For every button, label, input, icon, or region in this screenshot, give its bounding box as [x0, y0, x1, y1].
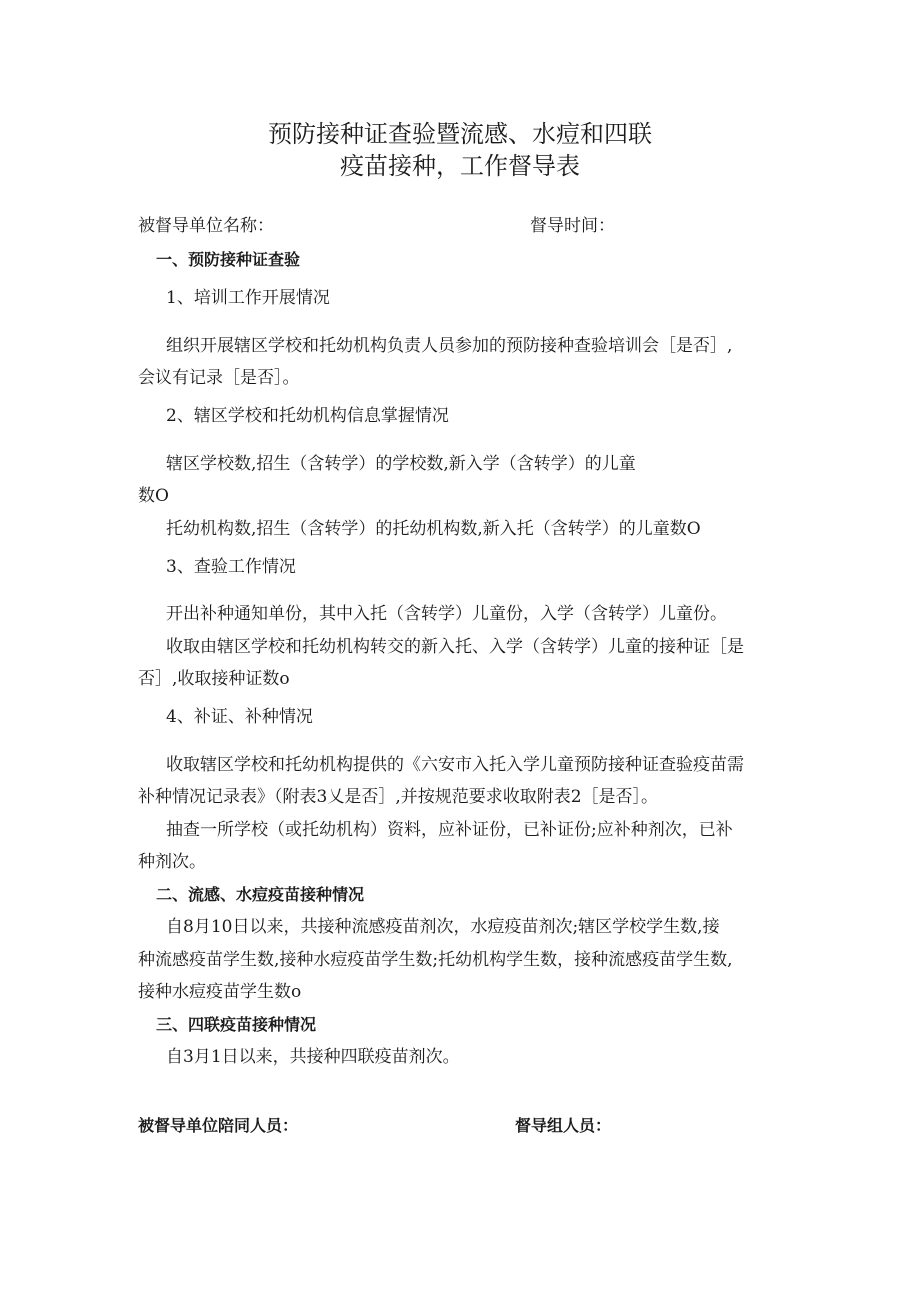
section2-paragraph-line-2: 种流感疫苗学生数,接种水痘疫苗学生数;托幼机构学生数，接种流感疫苗学生数, [138, 950, 733, 970]
section2-heading: 二、流感、水痘疫苗接种情况 [156, 885, 365, 904]
supervision-team-label: 督导组人员： [515, 1116, 612, 1135]
item1-paragraph-line-2: 会议有记录［是否］。 [138, 368, 300, 388]
section2-paragraph-line-1: 自8月10日以来，共接种流感疫苗剂次，水痘疫苗剂次;辖区学校学生数,接 [166, 917, 720, 937]
item3-paragraph1-line-1: 开出补种通知单份，其中入托（含转学）儿童份，入学（含转学）儿童份。 [166, 604, 727, 624]
item4-paragraph2-line-2: 种剂次。 [138, 852, 206, 872]
item2-paragraph1-line-1: 辖区学校数,招生（含转学）的学校数,新入学（含转学）的儿童 [166, 454, 636, 474]
item1-heading: 1、培训工作开展情况 [166, 288, 330, 308]
item4-paragraph2-line-1: 抽查一所学校（或托幼机构）资料，应补证份，已补证份;应补种剂次，已补 [166, 820, 733, 840]
title-line-1: 预防接种证查验暨流感、水痘和四联 [268, 120, 652, 148]
section1-heading: 一、预防接种证查验 [156, 250, 301, 269]
item3-paragraph2-line-2: 否］,收取接种证数o [138, 669, 290, 689]
item2-paragraph2-line-1: 托幼机构数,招生（含转学）的托幼机构数,新入托（含转学）的儿童数O [166, 519, 701, 539]
section3-paragraph-line-1: 自3月1日以来，共接种四联疫苗剂次。 [166, 1047, 460, 1067]
item2-heading: 2、辖区学校和托幼机构信息掌握情况 [166, 406, 449, 426]
item2-paragraph1-line-2: 数O [138, 486, 169, 506]
accompany-staff-label: 被督导单位陪同人员： [138, 1116, 299, 1135]
item4-heading: 4、补证、补种情况 [166, 707, 313, 727]
item3-paragraph2-line-1: 收取由辖区学校和托幼机构转交的新入托、入学（含转学）儿童的接种证［是 [166, 637, 744, 657]
item1-paragraph-line-1: 组织开展辖区学校和托幼机构负责人员参加的预防接种查验培训会［是否］, [166, 336, 733, 356]
section3-heading: 三、四联疫苗接种情况 [156, 1015, 317, 1034]
title-line-2: 疫苗接种，工作督导表 [340, 152, 580, 180]
item3-heading: 3、查验工作情况 [166, 557, 296, 577]
time-label: 督导时间： [530, 216, 615, 236]
unit-name-label: 被督导单位名称： [138, 216, 274, 236]
item4-paragraph1-line-1: 收取辖区学校和托幼机构提供的《六安市入托入学儿童预防接种证查验疫苗需 [166, 755, 744, 775]
item4-paragraph1-line-2: 补种情况记录表》（附表3乂是否］,并按规范要求收取附表2［是否］。 [138, 787, 659, 807]
section2-paragraph-line-3: 接种水痘疫苗学生数o [138, 982, 302, 1002]
